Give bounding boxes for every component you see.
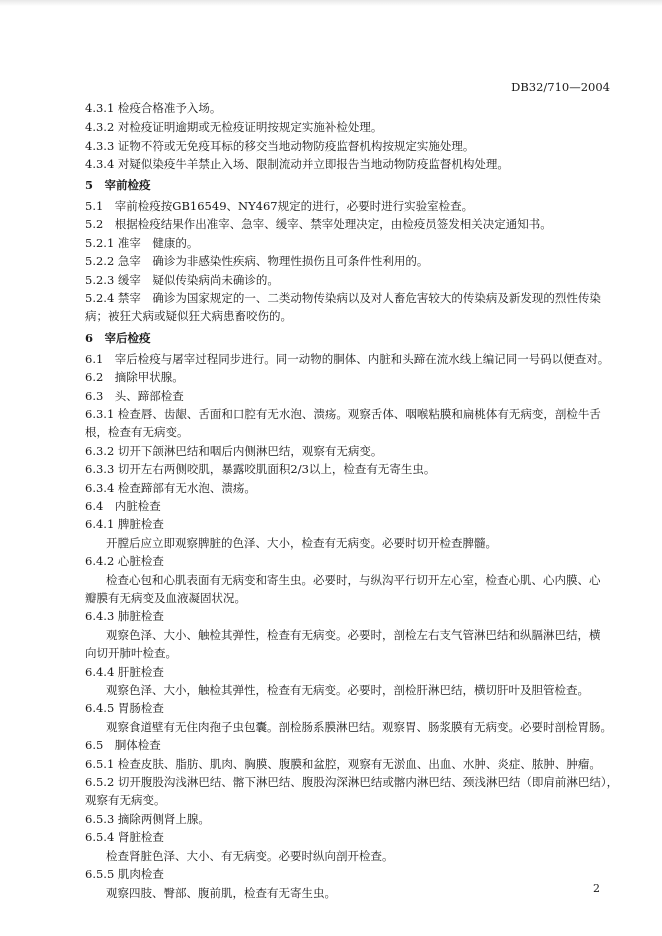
page-number: 2	[593, 882, 600, 895]
clause-6-4-2: 6.4.2 心脏检查	[85, 554, 164, 568]
clause-6-4-5-body: 观察食道壁有无住肉孢子虫包囊。剖检肠系膜淋巴结。观察胃、肠浆膜有无病变。必要时剖检胃肠。	[106, 720, 612, 734]
clause-5-2-2: 5.2.2 急宰 确诊为非感染性疾病、物理性损伤且可条件性利用的。	[85, 254, 429, 268]
clause-5-2-3: 5.2.3 缓宰 疑似传染病尚未确诊的。	[85, 273, 279, 287]
clause-6-5-2-cont: 观察有无病变。	[85, 793, 166, 807]
clause-6-4-1-body: 开膛后应立即观察脾脏的色泽、大小，检查有无病变。必要时切开检查脾髓。	[106, 536, 497, 550]
clause-6-3-2: 6.3.2 切开下颌淋巴结和咽后内侧淋巴结，观察有无病变。	[85, 444, 383, 458]
clause-4-3-1: 4.3.1 检疫合格准予入场。	[85, 101, 222, 115]
clause-6-3-3: 6.3.3 切开左右两侧咬肌，暴露咬肌面积2/3以上，检查有无寄生虫。	[85, 462, 436, 476]
clause-5-2: 5.2 根据检疫结果作出准宰、急宰、缓宰、禁宰处理决定，由检疫员签发相关决定通知书。	[85, 217, 552, 231]
clause-6-4-2-body: 检查心包和心肌表面有无病变和寄生虫。必要时，与纵沟平行切开左心室，检查心肌、心内膜、心	[106, 573, 601, 587]
clause-6-2: 6.2 摘除甲状腺。	[85, 370, 184, 384]
clause-4-3-4: 4.3.4 对疑似染疫牛羊禁止入场、限制流动并立即报告当地动物防疫监督机构处理。	[85, 157, 509, 171]
clause-6-1: 6.1 宰后检疫与屠宰过程同步进行。同一动物的胴体、内脏和头蹄在流水线上编记同一号码以便查对。	[85, 352, 610, 366]
section-6-heading: 6 宰后检疫	[85, 331, 151, 345]
clause-6-4-5: 6.4.5 胃肠检查	[85, 701, 164, 715]
clause-6-3-1-cont: 根，检查有无病变。	[85, 425, 189, 439]
clause-6-4: 6.4 内脏检查	[85, 499, 161, 513]
clause-6-5-5: 6.5.5 肌肉检查	[85, 867, 164, 881]
clause-6-5-3: 6.5.3 摘除两侧肾上腺。	[85, 812, 210, 826]
clause-6-3-4: 6.3.4 检查蹄部有无水泡、溃疡。	[85, 481, 256, 495]
clause-6-5-2: 6.5.2 切开腹股沟浅淋巴结、髂下淋巴结、腹股沟深淋巴结或髂内淋巴结、颈浅淋巴结（即肩前淋巴结），	[85, 775, 619, 789]
clause-4-3-2: 4.3.2 对检疫证明逾期或无检疫证明按规定实施补检处理。	[85, 120, 383, 134]
clause-5-2-1: 5.2.1 准宰 健康的。	[85, 236, 199, 250]
clause-5-2-4-cont: 病；被狂犬病或疑似狂犬病患畜咬伤的。	[85, 309, 292, 323]
clause-6-5: 6.5 胴体检查	[85, 738, 161, 752]
clause-5-2-4: 5.2.4 禁宰 确诊为国家规定的一、二类动物传染病以及对人畜危害较大的传染病及新发现的烈性传染	[85, 291, 601, 305]
clause-6-5-5-body: 观察四肢、臀部、腹前肌，检查有无寄生虫。	[106, 886, 336, 900]
clause-6-5-4-body: 检查肾脏色泽、大小、有无病变。必要时纵向剖开检查。	[106, 849, 394, 863]
clause-6-4-2-cont: 瓣膜有无病变及血液凝固状况。	[85, 591, 246, 605]
clause-6-4-4: 6.4.4 肝脏检查	[85, 665, 164, 679]
clause-6-5-1: 6.5.1 检查皮肤、脂肪、肌肉、胸膜、腹膜和盆腔，观察有无淤血、出血、水肿、炎症、脓肿、肿瘤。	[85, 757, 601, 771]
clause-6-4-1: 6.4.1 脾脏检查	[85, 517, 164, 531]
clause-5-1: 5.1 宰前检疫按GB16549、NY467规定的进行，必要时进行实验室检查。	[85, 199, 474, 213]
clause-6-4-3-body: 观察色泽、大小、触检其弹性，检查有无病变。必要时，剖检左右支气管淋巴结和纵膈淋巴结，横	[106, 628, 601, 642]
clause-6-3: 6.3 头、蹄部检查	[85, 389, 184, 403]
clause-6-4-4-body: 观察色泽、大小，触检其弹性，检查有无病变。必要时，剖检肝淋巴结，横切肝叶及胆管检查。	[106, 683, 589, 697]
section-5-heading: 5 宰前检疫	[85, 178, 151, 192]
clause-6-4-3: 6.4.3 肺脏检查	[85, 609, 164, 623]
scan-top-edge	[0, 0, 662, 6]
clause-6-5-4: 6.5.4 肾脏检查	[85, 830, 164, 844]
clause-6-4-3-cont: 向切开肺叶检查。	[85, 646, 177, 660]
clause-6-3-1: 6.3.1 检查唇、齿龈、舌面和口腔有无水泡、溃疡。观察舌体、咽喉粘膜和扁桃体有无病变，剖检牛舌	[85, 407, 601, 421]
document-code: DB32/710—2004	[511, 80, 610, 94]
clause-4-3-3: 4.3.3 证物不符或无免疫耳标的移交当地动物防疫监督机构按规定实施处理。	[85, 139, 475, 153]
